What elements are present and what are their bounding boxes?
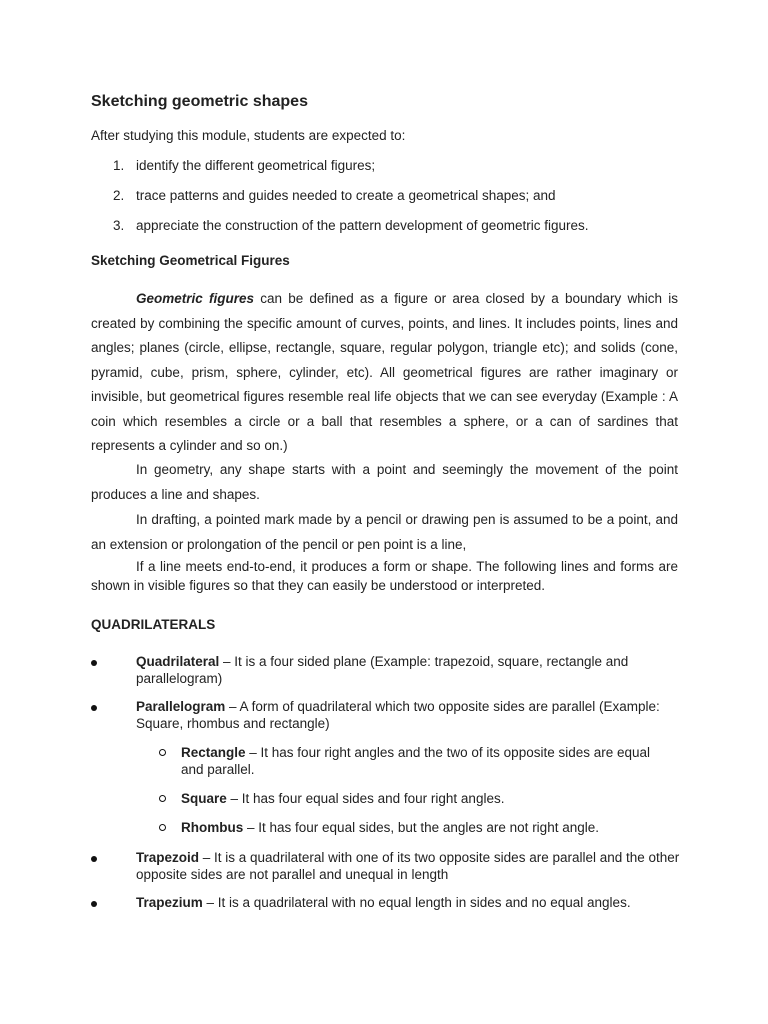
quadrilateral-sublist [91,745,691,778]
bullet-icon [91,705,97,711]
quadrilateral-list [91,699,691,732]
list-number: 2. [113,188,125,203]
term: Quadrilateral [136,654,220,669]
page-title: Sketching geometric shapes [91,93,308,110]
paragraph-drafting [91,508,678,557]
list-item [91,850,691,883]
term: Trapezoid [136,850,200,865]
term-description: – It has four equal sides, but the angles are not right angle. [243,820,599,835]
list-item-text: appreciate the construction of the pattern development of geometric figures. [136,218,589,233]
section-heading: Sketching Geometrical Figures [91,253,290,268]
quadrilateral-list [91,895,691,912]
term: Parallelogram [136,699,226,714]
quadrilateral-list [91,654,691,687]
list-item [91,699,691,732]
term-geometric-figures: Geometric figures [136,291,254,306]
list-item [91,820,691,837]
term-description: – A form of quadrilateral which two opposite sides are parallel (Example: Square, rhombus and rectangle) [136,699,660,731]
term: Square [181,791,227,806]
paragraph-body: can be defined as a figure or area closed by a boundary which is created by combining the specific amount of curves, points, and lines. It includes points, lines and angles; planes (circle, ellipse, rectangle, square, regular polygon, triangle etc); and solids (cone, pyramid, cube, prism, sphere, cylinder, etc). All geometrical figures are rather imaginary or invisible, but geometrical figures resemble real life objects that we can see everyday (Example : A coin which resembles a circle or a ball that resembles a sphere, or a can of sardines that represents a cylinder and so on.) [91,291,678,453]
list-number: 1. [113,158,125,173]
bullet-icon [91,660,97,666]
term-description: – It is a quadrilateral with one of its two opposite sides are parallel and the other opposite sides are not parallel and unequal in length [136,850,680,882]
list-item [91,745,691,778]
list-item [110,158,589,188]
term: Rhombus [181,820,244,835]
hollow-bullet-icon [159,824,166,831]
bullet-icon [91,901,97,907]
quadrilateral-sublist [91,820,691,837]
bullet-icon [91,856,97,862]
list-item-text: identify the different geometrical figures; [136,158,376,173]
paragraph-body: In geometry, any shape starts with a point and seemingly the movement of the point produces a line and shapes. [91,462,678,502]
term: Rectangle [181,745,246,760]
paragraph-body: In drafting, a pointed mark made by a pencil or drawing pen is assumed to be a point, and an extension or prolongation of the pencil or pen point is a line, [91,512,678,552]
quadrilateral-sublist [91,791,691,808]
term-description: – It has four equal sides and four right angles. [226,791,505,806]
objectives-list [110,158,589,248]
term-description: – It has four right angles and the two of its opposite sides are equal and parallel. [181,745,651,777]
intro-text: After studying this module, students are expected to: [91,128,406,143]
paragraph-body: If a line meets end-to-end, it produces a form or shape. The following lines and forms are shown in visible figures so that they can easily be understood or interpreted. [91,559,678,593]
list-number: 3. [113,218,125,233]
hollow-bullet-icon [159,749,166,756]
paragraph-geometry [91,458,678,507]
list-item [91,895,691,912]
list-item [91,654,691,687]
list-item [110,218,589,248]
term: Trapezium [136,895,203,910]
list-item [110,188,589,218]
paragraph-geometric-figures [91,287,678,459]
paragraph-line-meets [91,557,678,595]
list-item [91,791,691,808]
list-item-text: trace patterns and guides needed to create a geometrical shapes; and [136,188,556,203]
hollow-bullet-icon [159,795,166,802]
quadrilateral-list [91,850,691,883]
term-description: – It is a four sided plane (Example: trapezoid, square, rectangle and parallelogram) [136,654,629,686]
quadrilaterals-heading: QUADRILATERALS [91,617,216,632]
term-description: – It is a quadrilateral with no equal length in sides and no equal angles. [202,895,631,910]
